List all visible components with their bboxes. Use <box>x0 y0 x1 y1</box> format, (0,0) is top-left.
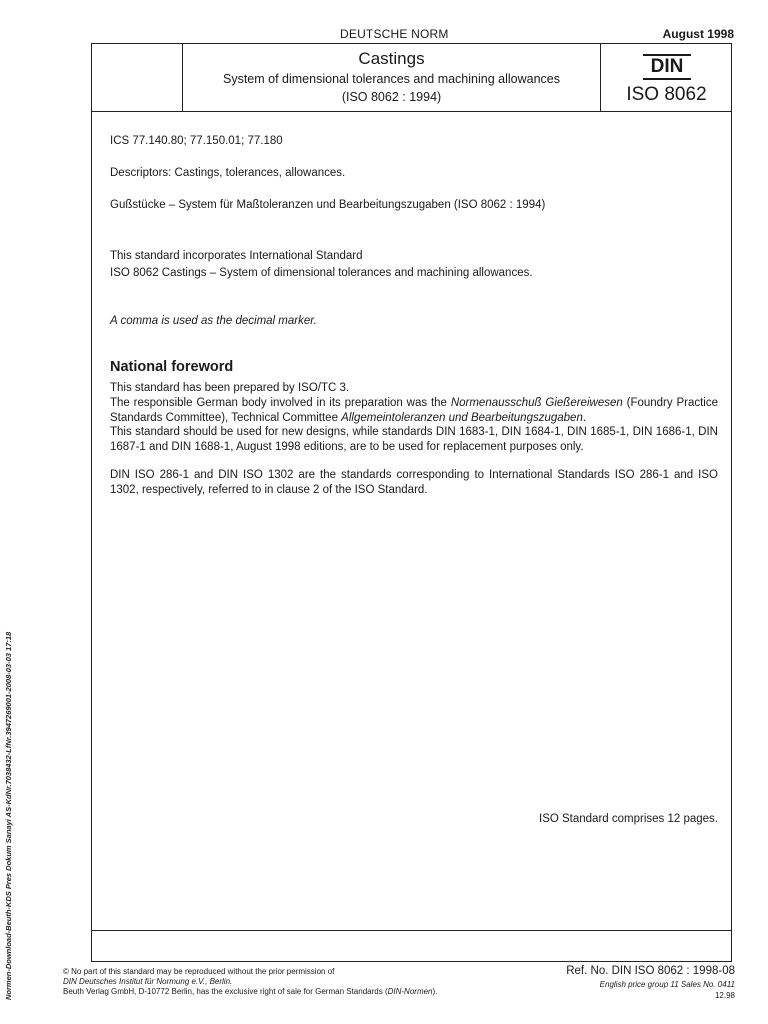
foreword-p2-end: . <box>582 411 587 424</box>
foreword-heading: National foreword <box>110 359 234 375</box>
foreword-p2-text-2: (Foundry Practice Standards Committee), Technical Committee <box>110 397 719 424</box>
din-normen-label: DIN-Normen <box>387 987 433 996</box>
foreword-paragraph-4: DIN ISO 286-1 and DIN ISO 1302 are the standards corresponding to International Standards ISO 286-1 and ISO 1302, respectively, referred to in clause 2 of the ISO Standard. <box>110 469 718 496</box>
iso-page-count: ISO Standard comprises 12 pages. <box>539 813 718 825</box>
foreword-paragraph-1: This standard has been prepared by ISO/TC 3. <box>110 382 350 394</box>
publication-date: August 1998 <box>662 27 734 41</box>
document-title: Castings <box>358 49 425 68</box>
incorporates-standard: ISO 8062 Castings – System of dimensional tolerances and machining allowances. <box>110 267 533 279</box>
ics-line: ICS 77.140.80; 77.150.01; 77.180 <box>110 135 283 147</box>
price-group: English price group 11 Sales No. 0411 <box>599 980 735 989</box>
download-watermark: Normen-Download-Beuth-KDS Pres Dokum Sanayi AS-KdNr.7038432-LfNr.3947269001-2008-03-03 17:18 <box>4 631 13 1000</box>
german-title: Gußstücke – System für Maßtoleranzen und Bearbeitungszugaben (ISO 8062 : 1994) <box>110 199 546 211</box>
copyright-line-3 <box>63 987 437 997</box>
copyright-line-3-end: ). <box>432 987 438 996</box>
print-date-code: 12.98 <box>714 991 735 1000</box>
copyright-line-3-text: Beuth Verlag GmbH, D-10772 Berlin, has the exclusive right of sale for German Standards ( <box>63 987 388 996</box>
incorporates-line: This standard incorporates International Standard <box>110 250 363 262</box>
document-type: DEUTSCHE NORM <box>340 27 449 41</box>
reference-number: Ref. No. DIN ISO 8062 : 1998-08 <box>566 965 735 977</box>
din-logo: DIN <box>643 54 691 80</box>
document-subtitle-ref: (ISO 8062 : 1994) <box>341 90 442 104</box>
copyright-line-2: DIN Deutsches Institut für Normung e.V., Berlin. <box>63 977 233 986</box>
committee-name: Normenausschuß Gießereiwesen <box>450 397 623 409</box>
footer-divider <box>91 930 732 931</box>
foreword-paragraph-2 <box>110 396 718 425</box>
copyright-notice <box>63 967 437 997</box>
technical-committee-name: Allgemeintoleranzen und Bearbeitungszugaben <box>341 411 583 424</box>
descriptors-line: Descriptors: Castings, tolerances, allowances. <box>110 167 346 179</box>
foreword-paragraph-3: This standard should be used for new designs, while standards DIN 1683-1, DIN 1684-1, DIN 1685-1, DIN 1686-1, DIN 1687-1 and DIN 1688-1, August 1998 editions, are to be used for replacement purposes only. <box>110 426 718 453</box>
copyright-line-1: © No part of this standard may be reproduced without the prior permission of <box>63 967 335 976</box>
decimal-note: A comma is used as the decimal marker. <box>110 315 317 327</box>
document-subtitle: System of dimensional tolerances and machining allowances <box>223 72 560 86</box>
foreword-p2-text: The responsible German body involved in its preparation was the <box>110 397 451 409</box>
standard-number: ISO 8062 <box>626 84 707 105</box>
